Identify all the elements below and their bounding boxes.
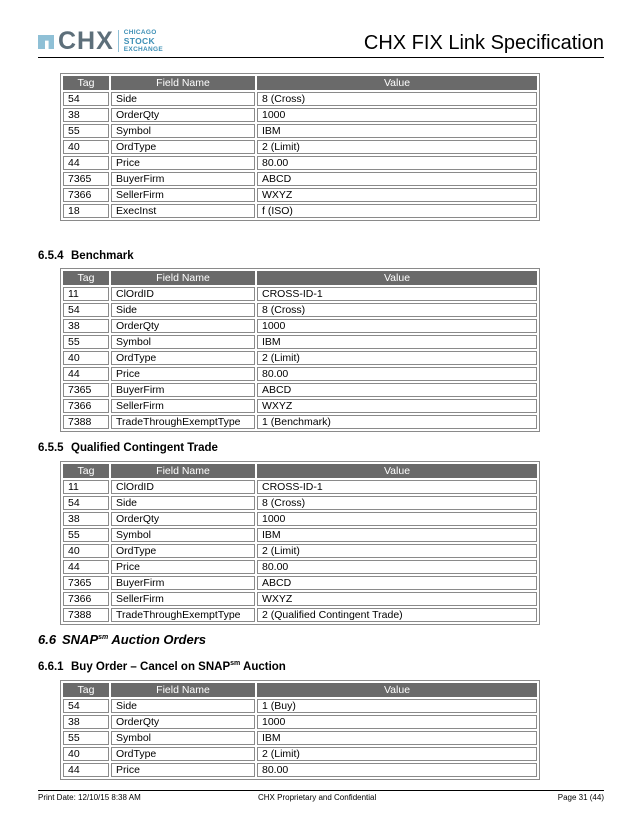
fix-field-table <box>60 73 540 221</box>
cell-value: 1000 <box>257 319 537 333</box>
cell-tag: 40 <box>63 544 109 558</box>
cell-tag: 40 <box>63 351 109 365</box>
cell-tag: 7365 <box>63 576 109 590</box>
cell-value: 2 (Limit) <box>257 140 537 154</box>
cell-field-name: Symbol <box>111 335 255 349</box>
cell-tag: 38 <box>63 108 109 122</box>
cell-field-name: ExecInst <box>111 204 255 218</box>
cell-tag: 55 <box>63 528 109 542</box>
cell-value: 80.00 <box>257 156 537 170</box>
table-row <box>63 303 537 317</box>
cell-tag: 44 <box>63 560 109 574</box>
cell-tag: 54 <box>63 496 109 510</box>
section-heading-6-6: 6.6 $SNAP^{sm}$ Auction Orders <box>38 632 207 647</box>
cell-value: 2 (Limit) <box>257 747 537 761</box>
section-heading-6-5-4: 6.5.4 Benchmark <box>38 250 134 262</box>
cell-field-name: SellerFirm <box>111 399 255 413</box>
cell-field-name: OrdType <box>111 544 255 558</box>
cell-tag: 55 <box>63 335 109 349</box>
cell-tag: 38 <box>63 512 109 526</box>
cell-value: ABCD <box>257 383 537 397</box>
table-row <box>63 287 537 301</box>
cell-tag: 11 <box>63 480 109 494</box>
cell-tag: 11 <box>63 287 109 301</box>
cell-value: 8 (Cross) <box>257 92 537 106</box>
cell-value: IBM <box>257 731 537 745</box>
cell-value: 1 (Benchmark) <box>257 415 537 429</box>
column-header-tag: Tag <box>63 271 109 285</box>
cell-value: IBM <box>257 528 537 542</box>
table-row <box>63 335 537 349</box>
cell-field-name: TradeThroughExemptType <box>111 608 255 622</box>
table-row <box>63 367 537 381</box>
cell-field-name: Side <box>111 92 255 106</box>
table-row <box>63 747 537 761</box>
cell-field-name: BuyerFirm <box>111 576 255 590</box>
footer-print-date: Print Date: 12/10/15 8:38 AM <box>38 793 141 802</box>
table-row <box>63 415 537 429</box>
table-row <box>63 480 537 494</box>
table-header-row <box>63 464 537 478</box>
cell-tag: 7365 <box>63 172 109 186</box>
cell-field-name: OrderQty <box>111 319 255 333</box>
table-row <box>63 172 537 186</box>
table-row <box>63 576 537 590</box>
cell-tag: 40 <box>63 747 109 761</box>
fix-field-table <box>60 461 540 625</box>
table-header-row <box>63 683 537 697</box>
cell-field-name: Price <box>111 560 255 574</box>
cell-field-name: Price <box>111 156 255 170</box>
table-row <box>63 351 537 365</box>
cell-tag: 44 <box>63 763 109 777</box>
chx-logo-icon <box>38 32 56 50</box>
cell-value: 1000 <box>257 512 537 526</box>
cell-tag: 7365 <box>63 383 109 397</box>
column-header-field-name: Field Name <box>111 271 255 285</box>
cell-field-name: OrderQty <box>111 512 255 526</box>
table-row <box>63 528 537 542</box>
column-header-tag: Tag <box>63 464 109 478</box>
cell-field-name: OrderQty <box>111 108 255 122</box>
cell-tag: 7366 <box>63 592 109 606</box>
cell-tag: 18 <box>63 204 109 218</box>
table-header-row <box>63 271 537 285</box>
cell-tag: 7366 <box>63 399 109 413</box>
cell-field-name: Price <box>111 367 255 381</box>
cell-field-name: BuyerFirm <box>111 172 255 186</box>
cell-value: 2 (Qualified Contingent Trade) <box>257 608 537 622</box>
cell-value: IBM <box>257 335 537 349</box>
cell-field-name: OrdType <box>111 747 255 761</box>
cell-value: 1000 <box>257 108 537 122</box>
cell-value: 1 (Buy) <box>257 699 537 713</box>
footer-page-number: Page 31 (44) <box>557 793 604 802</box>
cell-tag: 38 <box>63 715 109 729</box>
column-header-value: Value <box>257 464 537 478</box>
cell-value: WXYZ <box>257 592 537 606</box>
table-row <box>63 608 537 622</box>
column-header-tag: Tag <box>63 76 109 90</box>
logo-main-text: CHX <box>58 27 114 55</box>
table-row <box>63 383 537 397</box>
cell-field-name: TradeThroughExemptType <box>111 415 255 429</box>
cell-tag: 54 <box>63 303 109 317</box>
cell-tag: 54 <box>63 699 109 713</box>
column-header-tag: Tag <box>63 683 109 697</box>
cell-field-name: ClOrdID <box>111 480 255 494</box>
cell-value: 1000 <box>257 715 537 729</box>
table-row <box>63 560 537 574</box>
cell-field-name: Symbol <box>111 731 255 745</box>
cell-tag: 7388 <box>63 608 109 622</box>
table-row <box>63 156 537 170</box>
cell-tag: 55 <box>63 124 109 138</box>
footer-confidential: CHX Proprietary and Confidential <box>258 793 377 802</box>
cell-tag: 7366 <box>63 188 109 202</box>
table-row <box>63 124 537 138</box>
cell-field-name: OrdType <box>111 351 255 365</box>
table-row <box>63 544 537 558</box>
cell-value: ABCD <box>257 576 537 590</box>
cell-value: WXYZ <box>257 399 537 413</box>
table-row <box>63 592 537 606</box>
cell-field-name: OrdType <box>111 140 255 154</box>
page-header <box>38 28 604 58</box>
table-row <box>63 496 537 510</box>
fix-field-table <box>60 268 540 432</box>
column-header-field-name: Field Name <box>111 76 255 90</box>
cell-field-name: Symbol <box>111 528 255 542</box>
column-header-field-name: Field Name <box>111 683 255 697</box>
logo-subtext: CHICAGO STOCK EXCHANGE <box>123 29 164 53</box>
column-header-field-name: Field Name <box>111 464 255 478</box>
cell-tag: 7388 <box>63 415 109 429</box>
cell-field-name: Symbol <box>111 124 255 138</box>
chx-logo <box>38 28 163 54</box>
cell-field-name: BuyerFirm <box>111 383 255 397</box>
cell-value: 80.00 <box>257 763 537 777</box>
table-row <box>63 140 537 154</box>
table-row <box>63 512 537 526</box>
table-row <box>63 188 537 202</box>
table-row <box>63 319 537 333</box>
header-divider <box>38 57 604 58</box>
column-header-value: Value <box>257 683 537 697</box>
fix-field-table <box>60 680 540 780</box>
cell-tag: 54 <box>63 92 109 106</box>
cell-field-name: Side <box>111 699 255 713</box>
table-row <box>63 108 537 122</box>
cell-tag: 55 <box>63 731 109 745</box>
section-heading-6-5-5: 6.5.5 Qualified Contingent Trade <box>38 442 218 454</box>
cell-field-name: Side <box>111 496 255 510</box>
document-title: CHX FIX Link Specification <box>363 32 604 54</box>
table-header-row <box>63 76 537 90</box>
cell-value: 8 (Cross) <box>257 496 537 510</box>
cell-value: CROSS-ID-1 <box>257 287 537 301</box>
cell-value: IBM <box>257 124 537 138</box>
cell-tag: 40 <box>63 140 109 154</box>
table-row <box>63 715 537 729</box>
cell-value: WXYZ <box>257 188 537 202</box>
cell-field-name: Side <box>111 303 255 317</box>
cell-field-name: OrderQty <box>111 715 255 729</box>
table-row <box>63 204 537 218</box>
table-row <box>63 731 537 745</box>
table-row <box>63 763 537 777</box>
column-header-value: Value <box>257 76 537 90</box>
cell-value: 2 (Limit) <box>257 544 537 558</box>
cell-field-name: SellerFirm <box>111 592 255 606</box>
cell-value: 8 (Cross) <box>257 303 537 317</box>
table-row <box>63 699 537 713</box>
table-row <box>63 92 537 106</box>
cell-value: CROSS-ID-1 <box>257 480 537 494</box>
cell-field-name: ClOrdID <box>111 287 255 301</box>
section-heading-6-6-1: 6.6.1 Buy Order – Cancel on $SNAP^{sm}$ Auction <box>38 660 286 673</box>
footer-divider <box>38 790 604 791</box>
cell-value: 80.00 <box>257 560 537 574</box>
cell-value: ABCD <box>257 172 537 186</box>
cell-value: 80.00 <box>257 367 537 381</box>
cell-field-name: Price <box>111 763 255 777</box>
table-row <box>63 399 537 413</box>
cell-tag: 38 <box>63 319 109 333</box>
cell-field-name: SellerFirm <box>111 188 255 202</box>
cell-tag: 44 <box>63 367 109 381</box>
column-header-value: Value <box>257 271 537 285</box>
cell-tag: 44 <box>63 156 109 170</box>
cell-value: f (ISO) <box>257 204 537 218</box>
cell-value: 2 (Limit) <box>257 351 537 365</box>
